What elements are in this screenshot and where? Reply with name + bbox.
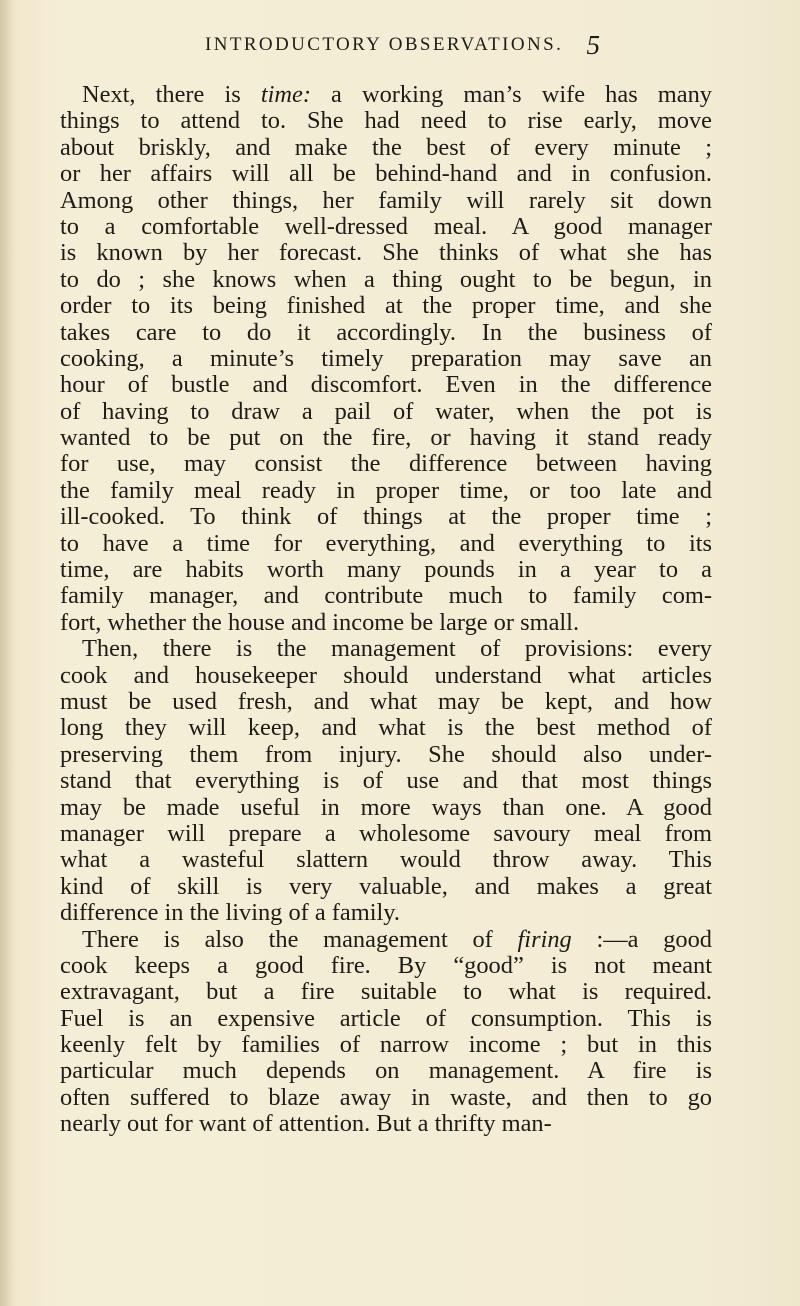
- text-line: family manager, and contribute much to family com-: [60, 582, 712, 610]
- text-line: kind of skill is very valuable, and makes a great: [60, 872, 712, 900]
- body-text: [60, 82, 712, 1138]
- paragraph: [60, 636, 712, 926]
- text-line: things to attend to. She had need to rise early, move: [60, 107, 712, 135]
- text-line: long they will keep, and what is the best method of: [60, 714, 712, 742]
- text-line: hour of bustle and discomfort. Even in the difference: [60, 371, 712, 399]
- text-line: particular much depends on management. A fire is: [60, 1057, 712, 1085]
- text-line: order to its being finished at the proper time, and she: [60, 292, 712, 320]
- paragraph: [60, 82, 712, 636]
- text-line: or her affairs will all be behind-hand and in confusion.: [60, 160, 712, 188]
- text-line: extravagant, but a fire suitable to what is required.: [60, 978, 712, 1006]
- text-line: ill-cooked. To think of things at the proper time ;: [60, 503, 712, 531]
- text-line: preserving them from injury. She should also under-: [60, 740, 712, 768]
- text-line: cooking, a minute’s timely preparation may save an: [60, 344, 712, 372]
- gutter-shadow: [0, 0, 14, 1306]
- text-line: keenly felt by families of narrow income ; but in this: [60, 1031, 712, 1059]
- text-run: :—a good: [571, 925, 712, 953]
- text-line: the family meal ready in proper time, or too late and: [60, 476, 712, 504]
- text-line: often suffered to blaze away in waste, and then to go: [60, 1083, 712, 1111]
- text-line: to have a time for everything, and everything to its: [60, 529, 712, 557]
- italic-emphasis: firing: [517, 925, 572, 953]
- text-line: of having to draw a pail of water, when the pot is: [60, 397, 712, 425]
- text-line: difference in the living of a family.: [60, 899, 400, 927]
- text-line: for use, may consist the difference between having: [60, 450, 712, 478]
- text-line: Fuel is an expensive article of consumption. This is: [60, 1004, 712, 1032]
- text-run: a working man’s wife has many: [310, 81, 712, 108]
- text-line: must be used fresh, and what may be kept, and how: [60, 687, 712, 715]
- italic-emphasis: time:: [260, 81, 311, 108]
- text-line: Among other things, her family will rarely sit down: [60, 186, 712, 214]
- text-line: stand that everything is of use and that most things: [60, 767, 712, 795]
- text-line: manager will prepare a wholesome savoury meal from: [60, 819, 712, 847]
- text-line: cook and housekeeper should understand what articles: [60, 661, 712, 689]
- text-run: There is also the management of: [82, 925, 518, 953]
- text-line: may be made useful in more ways than one. A good: [60, 793, 712, 821]
- text-run: Next, there is: [82, 81, 261, 108]
- text-line: about briskly, and make the best of every minute ;: [60, 133, 712, 161]
- paragraph: [60, 927, 712, 1138]
- text-line: to a comfortable well-dressed meal. A good manager: [60, 212, 712, 240]
- text-line: cook keeps a good fire. By “good” is not meant: [60, 951, 712, 979]
- text-line: [60, 927, 712, 953]
- text-line: nearly out for want of attention. But a thrifty man-: [60, 1110, 552, 1138]
- text-line: what a wasteful slattern would throw away. This: [60, 846, 712, 874]
- text-line: is known by her forecast. She thinks of what she has: [60, 239, 712, 267]
- text-line: takes care to do it accordingly. In the business of: [60, 318, 712, 346]
- running-title: INTRODUCTORY OBSERVATIONS.: [205, 34, 564, 55]
- text-line: Then, there is the management of provisions: every: [82, 635, 712, 663]
- text-line: [60, 82, 712, 108]
- text-line: to do ; she knows when a thing ought to be begun, in: [60, 265, 712, 293]
- text-line: wanted to be put on the fire, or having it stand ready: [60, 424, 712, 452]
- text-line: time, are habits worth many pounds in a year to a: [60, 556, 712, 584]
- page-header: [205, 30, 600, 64]
- text-line: fort, whether the house and income be large or small.: [60, 608, 580, 636]
- page-number: 5: [586, 30, 600, 60]
